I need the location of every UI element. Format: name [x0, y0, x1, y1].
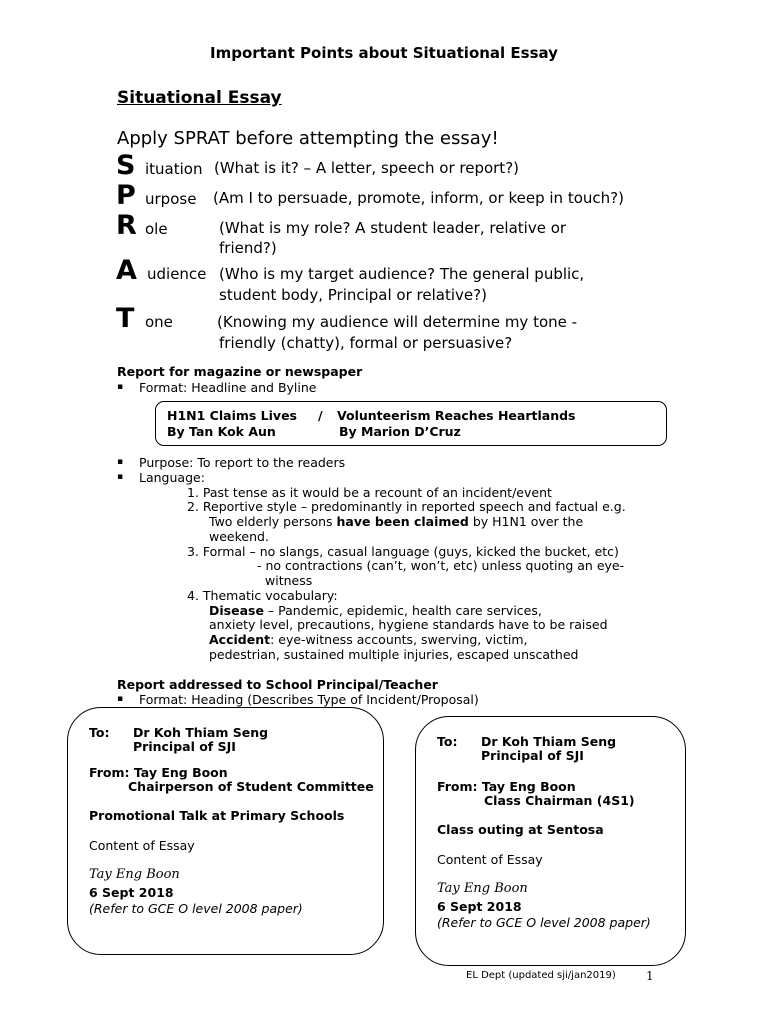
memo-to-name: Dr Koh Thiam Seng	[481, 734, 617, 749]
list-item-cont: anxiety level, precautions, hygiene standards have to be raised	[209, 617, 608, 632]
sprat-word-tone: one	[145, 313, 173, 331]
document-title: Important Points about Situational Essay	[210, 44, 558, 62]
sprat-question-cont: friend?)	[219, 239, 277, 257]
memo-date: 6 Sept 2018	[437, 899, 522, 914]
memo-signature: Tay Eng Boon	[437, 881, 528, 896]
format-heading: Format: Heading (Describes Type of Incident/Proposal)	[139, 692, 479, 707]
bullet-icon: ▪	[117, 472, 124, 482]
list-item: 4. Thematic vocabulary:	[187, 588, 338, 603]
memo-date: 6 Sept 2018	[89, 885, 174, 900]
report-principal-heading: Report addressed to School Principal/Teacher	[117, 677, 438, 692]
language-line: Language:	[139, 470, 205, 485]
memo-to-label: To:	[437, 734, 458, 749]
headline-2: Volunteerism Reaches Heartlands	[337, 408, 576, 423]
sprat-word-situation: ituation	[145, 160, 203, 178]
sprat-letter-r: R	[116, 210, 137, 241]
list-item-cont: pedestrian, sustained multiple injuries, escaped unscathed	[209, 647, 579, 662]
list-item-cont: Accident: eye-witness accounts, swerving, victim,	[209, 632, 528, 647]
memo-to-title: Principal of SJI	[481, 748, 584, 763]
list-item-cont: witness	[265, 573, 313, 588]
headline-separator: /	[318, 408, 323, 423]
sprat-word-role: ole	[145, 220, 168, 238]
bullet-icon: ▪	[117, 457, 124, 467]
sprat-question: (What is my role? A student leader, relative or	[219, 219, 567, 237]
memo-subject: Promotional Talk at Primary Schools	[89, 808, 345, 823]
headline-1: H1N1 Claims Lives	[167, 408, 297, 423]
list-item-cont: Disease – Pandemic, epidemic, health care services,	[209, 603, 542, 618]
memo-to-name: Dr Koh Thiam Seng	[133, 725, 269, 740]
bullet-icon: ▪	[117, 694, 124, 704]
memo-from: From: Tay Eng Boon	[89, 765, 228, 780]
memo-note: (Refer to GCE O level 2008 paper)	[89, 901, 303, 916]
sprat-question: (What is it? – A letter, speech or report?)	[214, 159, 520, 177]
sprat-letter-t: T	[116, 303, 135, 334]
memo-from-title: Chairperson of Student Committee	[128, 779, 374, 794]
list-item: 1. Past tense as it would be a recount of an incident/event	[187, 485, 552, 500]
sprat-word-purpose: urpose	[145, 190, 197, 208]
memo-signature: Tay Eng Boon	[89, 867, 180, 882]
purpose-line: Purpose: To report to the readers	[139, 455, 346, 470]
memo-to-title: Principal of SJI	[133, 739, 236, 754]
sprat-letter-p: P	[116, 180, 136, 211]
sprat-question-cont: friendly (chatty), formal or persuasive?	[219, 334, 513, 352]
sprat-question-cont: student body, Principal or relative?)	[219, 286, 487, 304]
report-magazine-heading: Report for magazine or newspaper	[117, 364, 363, 379]
byline-1: By Tan Kok Aun	[167, 424, 276, 439]
sprat-question: (Knowing my audience will determine my tone -	[217, 313, 578, 331]
memo-from: From: Tay Eng Boon	[437, 779, 576, 794]
sprat-question: (Who is my target audience? The general public,	[219, 265, 585, 283]
sprat-letter-a: A	[116, 255, 137, 286]
lead-sentence: Apply SPRAT before attempting the essay!	[117, 128, 499, 149]
memo-content: Content of Essay	[89, 838, 195, 853]
sprat-letter-s: S	[116, 150, 136, 181]
sprat-question: (Am I to persuade, promote, inform, or keep in touch?)	[213, 189, 624, 207]
list-item-cont: weekend.	[209, 529, 269, 544]
list-item-cont: Two elderly persons have been claimed by H1N1 over the	[209, 514, 584, 529]
list-item: 3. Formal – no slangs, casual language (guys, kicked the bucket, etc)	[187, 544, 619, 559]
memo-content: Content of Essay	[437, 852, 543, 867]
format-headline-byline: Format: Headline and Byline	[139, 380, 317, 395]
list-item-cont: - no contractions (can’t, won’t, etc) unless quoting an eye-	[257, 558, 625, 573]
bullet-icon: ▪	[117, 382, 124, 392]
memo-to-label: To:	[89, 725, 110, 740]
footer-dept: EL Dept (updated sji/jan2019)	[466, 970, 616, 981]
list-item: 2. Reportive style – predominantly in reported speech and factual e.g.	[187, 499, 626, 514]
memo-from-title: Class Chairman (4S1)	[484, 793, 635, 808]
sprat-word-audience: udience	[147, 265, 207, 283]
page-number: 1	[646, 969, 654, 983]
memo-note: (Refer to GCE O level 2008 paper)	[437, 915, 651, 930]
section-heading: Situational Essay	[117, 88, 282, 108]
memo-subject: Class outing at Sentosa	[437, 822, 604, 837]
byline-2: By Marion D’Cruz	[339, 424, 461, 439]
